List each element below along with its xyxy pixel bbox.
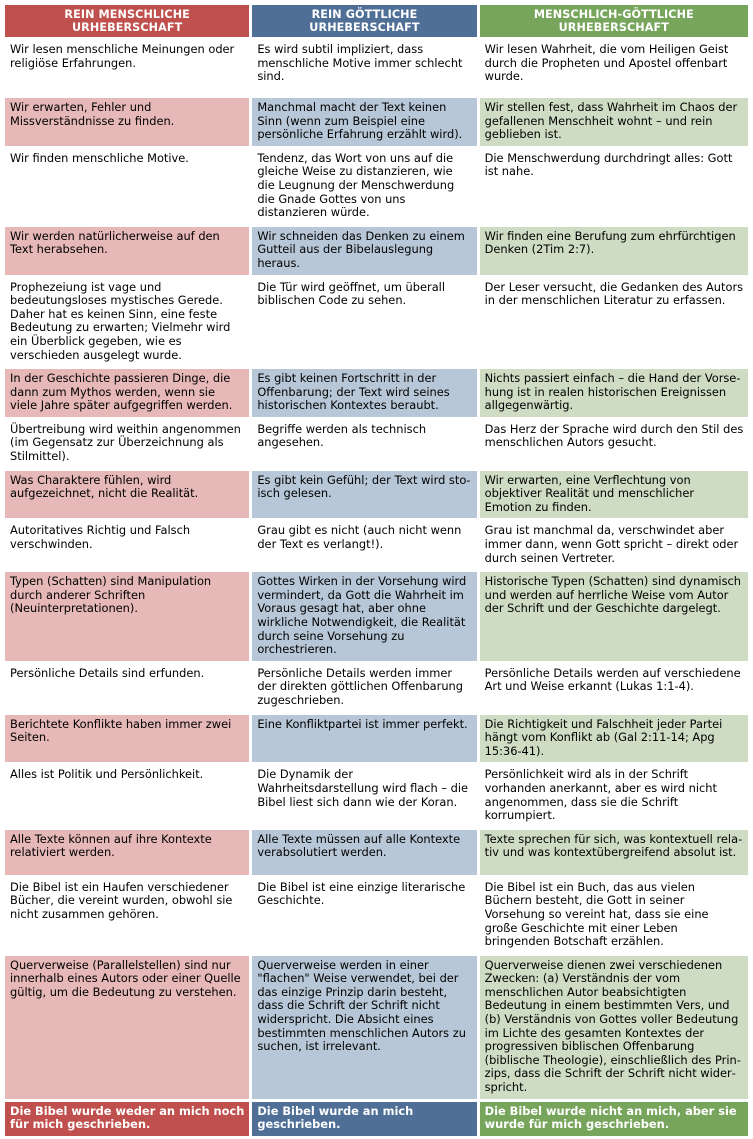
cell-human: Was Charaktere fühlen, wird aufgezeichnet, nicht die Realität.	[5, 471, 249, 519]
cell-human-divine: Persönliche Details werden auf verschiedene Art und Weise erkannt (Lukas 1:1-4).	[480, 664, 748, 712]
cell-divine: Es gibt keinen Fortschritt in der Offenbarung; der Text wird seines historischen Kontextes beraubt.	[252, 369, 476, 417]
footer-human-conclusion: Die Bibel wurde weder an mich noch für mich geschrieben.	[5, 1102, 249, 1136]
cell-human: In der Geschichte passieren Dinge, die dann zum Mythos werden, wenn sie viele Jahre später aufgegriffen werden.	[5, 369, 249, 417]
cell-divine: Gottes Wirken in der Vorsehung wird vermindert, da Gott die Wahrheit im Voraus gesagt hat, aber ohne wirkliche Notwendigkeit, die Realität durch seine Vorsehung zu orchestrieren.	[252, 572, 476, 661]
cell-human: Typen (Schatten) sind Manipulation durch anderer Schriften (Neuinterpretationen).	[5, 572, 249, 661]
table-row	[5, 878, 748, 953]
cell-human: Querverweise (Parallelstellen) sind nur innerhalb eines Autors oder einer Quelle gültig, um die Bedeutung zu verstehen.	[5, 956, 249, 1099]
footer-human-divine-conclusion: Die Bibel wurde nicht an mich, aber sie wurde für mich geschrieben.	[480, 1102, 748, 1136]
footer-divine-conclusion: Die Bibel wurde an mich geschrieben.	[252, 1102, 476, 1136]
cell-human-divine: Nichts passiert einfach – die Hand der Vorsehung ist in realen historischen Ereignissen allgegenwärtig.	[480, 369, 748, 417]
cell-human: Autoritatives Richtig und Falsch verschwinden.	[5, 521, 249, 569]
table-row	[5, 369, 748, 417]
cell-human: Wir lesen menschliche Meinungen oder religiöse Erfahrungen.	[5, 40, 249, 95]
cell-divine: Manchmal macht der Text keinen Sinn (wenn zum Beispiel eine persönliche Erfahrung erzählt wird).	[252, 98, 476, 146]
cell-divine: Die Bibel ist eine einzige literarische Geschichte.	[252, 878, 476, 953]
cell-divine: Tendenz, das Wort von uns auf die gleiche Weise zu distanzieren, wie die Leugnung der Menschwerdung die Gnade Gottes von uns distanzieren würde.	[252, 149, 476, 224]
header-human-authorship: REIN MENSCHLICHE URHEBERSCHAFT	[5, 5, 249, 37]
header-row	[5, 5, 748, 37]
cell-divine: Wir schneiden das Denken zu einem Gutteil aus der Bibelauslegung heraus.	[252, 227, 476, 275]
table-row	[5, 521, 748, 569]
cell-human-divine: Texte sprechen für sich, was kontextuell relativ und was kontextübergreifend absolut ist.	[480, 830, 748, 875]
footer-row	[5, 1102, 748, 1136]
cell-human: Übertreibung wird weithin angenommen (im Gegensatz zur Überzeichnung als Stilmittel).	[5, 420, 249, 468]
table-row	[5, 765, 748, 826]
cell-human-divine: Wir erwarten, eine Verflechtung von objektiver Realität und menschlicher Emotion zu finden.	[480, 471, 748, 519]
cell-human-divine: Das Herz der Sprache wird durch den Stil des menschlichen Autors gesucht.	[480, 420, 748, 468]
cell-human: Berichtete Konflikte haben immer zwei Seiten.	[5, 715, 249, 763]
cell-human-divine: Die Richtigkeit und Falschheit jeder Partei hängt vom Konflikt ab (Gal 2:11-14; Apg 15:36-41).	[480, 715, 748, 763]
cell-human: Alle Texte können auf ihre Kontexte relativiert werden.	[5, 830, 249, 875]
cell-human-divine: Wir lesen Wahrheit, die vom Heiligen Geist durch die Propheten und Apostel offenbart wurde.	[480, 40, 748, 95]
cell-human-divine: Grau ist manchmal da, verschwindet aber immer dann, wenn Gott spricht – direkt oder durch seinen Vertreter.	[480, 521, 748, 569]
cell-human-divine: Persönlichkeit wird als in der Schrift vorhanden anerkannt, aber es wird nicht angenommen, dass sie die Schrift korrumpiert.	[480, 765, 748, 826]
table-row	[5, 471, 748, 519]
cell-divine: Alle Texte müssen auf alle Kontexte verabsolutiert werden.	[252, 830, 476, 875]
cell-divine: Persönliche Details werden immer der direkten göttlichen Offenbarung zugeschrieben.	[252, 664, 476, 712]
cell-divine: Querverweise werden in einer "flachen" Weise verwendet, bei der das einzige Prinzip darin besteht, dass die Schrift der Schrift nicht widerspricht. Die Absicht eines bestimmten menschlichen Autors zu suchen, ist irrelevant.	[252, 956, 476, 1099]
cell-human-divine: Historische Typen (Schatten) sind dynamisch und werden auf herrliche Weise vom Autor der Schrift und der Geschichte dargelegt.	[480, 572, 748, 661]
table-row	[5, 830, 748, 875]
table-row	[5, 227, 748, 275]
header-divine-authorship: REIN GÖTTLICHE URHEBERSCHAFT	[252, 5, 476, 37]
cell-divine: Grau gibt es nicht (auch nicht wenn der Text es verlangt!).	[252, 521, 476, 569]
cell-human-divine: Wir finden eine Berufung zum ehrfürchtigen Denken (2Tim 2:7).	[480, 227, 748, 275]
cell-divine: Eine Konfliktpartei ist immer perfekt.	[252, 715, 476, 763]
table-row	[5, 572, 748, 661]
cell-human-divine: Der Leser versucht, die Gedanken des Autors in der menschlichen Literatur zu erfassen.	[480, 278, 748, 367]
header-human-divine-authorship: MENSCHLICH-GÖTTLICHE URHEBERSCHAFT	[480, 5, 748, 37]
table-row	[5, 40, 748, 95]
cell-divine: Begriffe werden als technisch angesehen.	[252, 420, 476, 468]
cell-human: Wir finden menschliche Motive.	[5, 149, 249, 224]
cell-human-divine: Die Menschwerdung durchdringt alles: Gott ist nahe.	[480, 149, 748, 224]
cell-human: Prophezeiung ist vage und bedeutungsloses mystisches Gerede. Daher hat es keinen Sinn, eine feste Bedeutung zu erwarten; Vielmehr wird ein Überblick gegeben, wie es verschieden ausgelegt wurde.	[5, 278, 249, 367]
cell-divine: Die Tür wird geöffnet, um überall biblischen Code zu sehen.	[252, 278, 476, 367]
table-row	[5, 98, 748, 146]
cell-divine: Die Dynamik der Wahrheitsdarstellung wird flach – die Bibel liest sich dann wie der Koran.	[252, 765, 476, 826]
cell-human-divine: Die Bibel ist ein Buch, das aus vielen Büchern besteht, die Gott in seiner Vorsehung so vereint hat, dass sie eine große Geschichte mit einer Leben bringenden Botschaft erzählen.	[480, 878, 748, 953]
cell-human-divine: Querverweise dienen zwei verschiedenen Zwecken: (a) Verständnis der vom menschlichen Autor beabsichtigten Bedeutung in einem bestimmten Vers, und (b) Verständnis von Gottes voller Bedeutung im Lichte des gesamten Kontextes der progressiven biblischen Offenbarung (biblische Theologie), einschließlich des Prinzips, dass die Schrift der Schrift nicht widerspricht.	[480, 956, 748, 1099]
table-row	[5, 956, 748, 1099]
cell-human: Alles ist Politik und Persönlichkeit.	[5, 765, 249, 826]
cell-human-divine: Wir stellen fest, dass Wahrheit im Chaos der gefallenen Menschheit wohnt – und rein geblieben ist.	[480, 98, 748, 146]
cell-human: Wir werden natürlicherweise auf den Text herabsehen.	[5, 227, 249, 275]
cell-human: Die Bibel ist ein Haufen verschiedener Bücher, die vereint wurden, obwohl sie nicht zusammen gehören.	[5, 878, 249, 953]
authorship-comparison-table	[2, 2, 751, 1139]
table-row	[5, 149, 748, 224]
cell-human: Persönliche Details sind erfunden.	[5, 664, 249, 712]
table-row	[5, 664, 748, 712]
table-row	[5, 715, 748, 763]
cell-divine: Es gibt kein Gefühl; der Text wird stoisch gelesen.	[252, 471, 476, 519]
cell-divine: Es wird subtil impliziert, dass menschliche Motive immer schlecht sind.	[252, 40, 476, 95]
comparison-table-container	[2, 2, 751, 1132]
table-row	[5, 278, 748, 367]
table-row	[5, 420, 748, 468]
cell-human: Wir erwarten, Fehler und Missverständnisse zu finden.	[5, 98, 249, 146]
